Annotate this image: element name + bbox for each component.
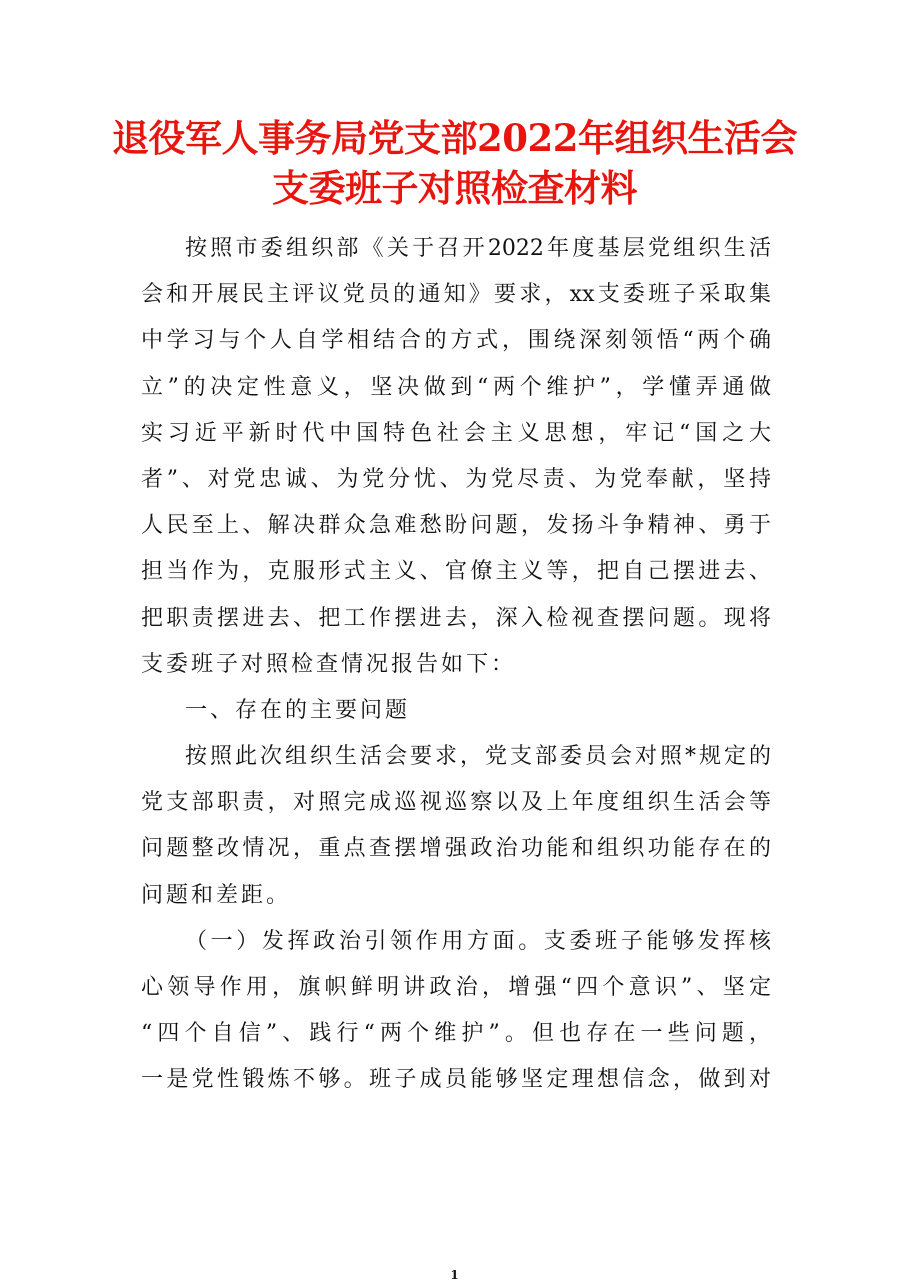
line-text: 人民至上、解决群众急难愁盼问题，发扬斗争精神、勇于	[141, 513, 771, 539]
section-heading-text: 一、存在的主要问题	[185, 697, 411, 723]
line-text: 担当作为，克服形式主义、官僚主义等，把自己摆进去、	[141, 559, 771, 585]
text-line	[141, 1057, 771, 1103]
line-text: 一是党性锻炼不够。班子成员能够坚定理想信念，做到对	[141, 1067, 771, 1093]
text-line	[141, 826, 771, 872]
text-line	[141, 411, 771, 457]
section-heading	[141, 688, 771, 734]
text-line	[141, 919, 771, 965]
line-text: 立”的决定性意义，坚决做到“两个维护”，学懂弄通做	[141, 374, 771, 400]
line-text: 者”、对党忠诚、为党分忧、为党尽责、为党奉献，坚持	[141, 466, 771, 492]
line-text: 中学习与个人自学相结合的方式，围绕深刻领悟“两个确	[141, 328, 771, 354]
line-text: 心领导作用，旗帜鲜明讲政治，增强“四个意识”、坚定	[141, 975, 771, 1000]
text-line	[141, 596, 771, 642]
line-text: （一）发挥政治引领作用方面。支委班子能够发挥核	[185, 928, 771, 954]
line-text: 支委班子对照检查情况报告如下：	[141, 651, 517, 677]
line-text: 按照市委组织部《关于召开2022年度基层党组织生活	[185, 236, 771, 261]
document-body	[141, 226, 771, 1104]
text-line	[141, 873, 771, 919]
line-text: 会和开展民主评议党员的通知》要求，xx支委班子采取集	[141, 282, 771, 308]
text-line	[141, 226, 771, 272]
text-line	[141, 503, 771, 549]
document-title-line-2: 支委班子对照检查材料	[272, 166, 637, 210]
text-line	[141, 1011, 771, 1057]
text-line	[141, 318, 771, 364]
text-line	[141, 365, 771, 411]
line-text: “四个自信”、践行“两个维护”。但也存在一些问题，	[141, 1021, 771, 1047]
line-text: 问题整改情况，重点查摆增强政治功能和组织功能存在的	[141, 836, 771, 862]
document-title-line-1: 退役军人事务局党支部2022年组织生活会	[112, 116, 797, 160]
text-line	[141, 734, 771, 780]
text-line	[141, 642, 771, 688]
text-line	[141, 780, 771, 826]
page-number: 1	[450, 1268, 459, 1282]
line-text: 把职责摆进去、把工作摆进去，深入检视查摆问题。现将	[141, 605, 771, 631]
line-text: 党支部职责，对照完成巡视巡察以及上年度组织生活会等	[141, 790, 771, 816]
text-line	[141, 457, 771, 503]
text-line	[141, 272, 771, 318]
line-text: 问题和差距。	[141, 882, 292, 908]
line-text: 按照此次组织生活会要求，党支部委员会对照*规定的	[185, 744, 771, 770]
text-line	[141, 965, 771, 1011]
line-text: 实习近平新时代中国特色社会主义思想，牢记“国之大	[141, 420, 771, 446]
text-line	[141, 549, 771, 595]
